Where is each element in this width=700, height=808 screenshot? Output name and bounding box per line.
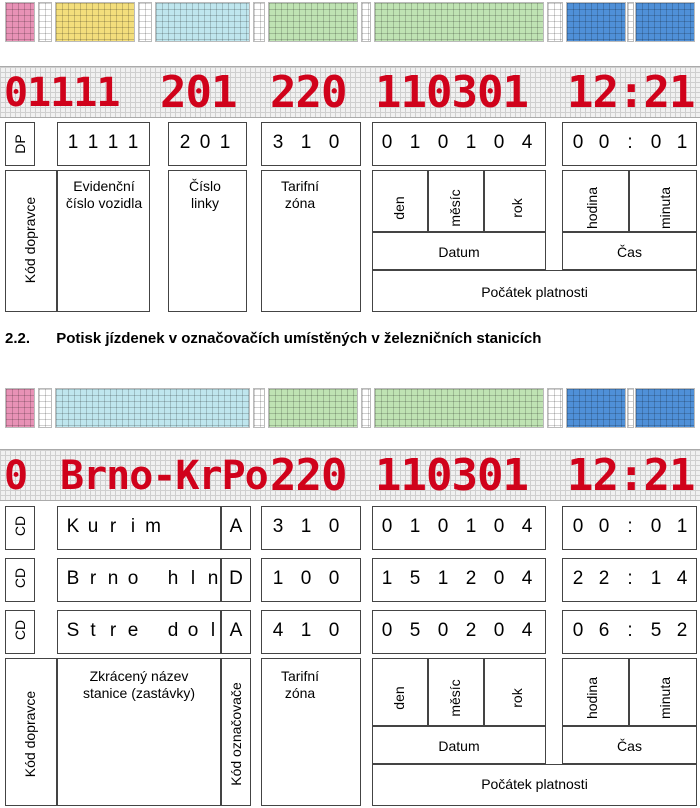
time-digit: 0 bbox=[650, 516, 662, 537]
segment-blue bbox=[635, 2, 695, 42]
digit: 1 bbox=[67, 132, 79, 153]
heading-text: Potisk jízdenek v označovačích umístěných v železničních stanicích bbox=[56, 330, 542, 347]
ticket-table-1 bbox=[5, 122, 697, 312]
minuta-label: minuta bbox=[657, 186, 673, 230]
station-char: r bbox=[89, 568, 97, 589]
digit: 0 bbox=[437, 132, 449, 153]
led-date: 110301 bbox=[375, 67, 528, 118]
pocatek-label: Počátek platnosti bbox=[481, 776, 588, 792]
date-digit: 2 bbox=[465, 568, 477, 589]
den-label: den bbox=[391, 686, 407, 710]
color-segment-bar-2 bbox=[0, 386, 700, 432]
time-digit: 4 bbox=[676, 568, 688, 589]
kod-oznacovace-label: Kód označovače bbox=[228, 682, 244, 786]
segment-pink bbox=[5, 2, 35, 42]
segment-blue bbox=[566, 388, 626, 428]
zone-digit: 0 bbox=[300, 568, 312, 589]
digit: 1 bbox=[409, 132, 421, 153]
date-digit: 0 bbox=[493, 516, 505, 537]
evidencni-label: Evidenční číslo vozidla bbox=[65, 178, 143, 211]
segment-white bbox=[547, 388, 563, 428]
rok-label: rok bbox=[509, 688, 525, 708]
station-char: B bbox=[66, 568, 80, 589]
time-digit: : bbox=[627, 516, 633, 537]
ticket-row bbox=[5, 506, 697, 550]
segment-white bbox=[253, 388, 265, 428]
station-char: n bbox=[207, 568, 219, 589]
digit: 1 bbox=[87, 132, 99, 153]
station-char: h bbox=[167, 568, 179, 589]
zone-digit: 4 bbox=[272, 620, 284, 641]
segment-blue bbox=[635, 388, 695, 428]
zone-digit: 1 bbox=[300, 620, 312, 641]
tarifni-zona-label: Tarifní zóna bbox=[280, 668, 320, 701]
date-digit: 2 bbox=[465, 620, 477, 641]
segment-white bbox=[547, 2, 563, 42]
led-station: Brno-KrPo bbox=[60, 453, 268, 499]
rok-label: rok bbox=[509, 198, 525, 218]
heading-number: 2.2. bbox=[5, 330, 31, 347]
station-char: n bbox=[107, 568, 119, 589]
station-char: r bbox=[109, 620, 117, 641]
zone-digit: 0 bbox=[328, 568, 340, 589]
led-zone: 220 bbox=[270, 450, 347, 501]
time-digit: 6 bbox=[598, 620, 610, 641]
segment-blue bbox=[566, 2, 626, 42]
station-code: A bbox=[229, 620, 243, 641]
date-digit: 4 bbox=[521, 568, 533, 589]
date-digit: 0 bbox=[493, 568, 505, 589]
led-operator: 0 bbox=[4, 453, 28, 499]
digit: 0 bbox=[381, 132, 393, 153]
ticket-row bbox=[5, 610, 697, 654]
date-digit: 1 bbox=[437, 568, 449, 589]
zone-digit: 1 bbox=[300, 516, 312, 537]
led-time: 12:21 bbox=[567, 450, 695, 501]
hodina-label: hodina bbox=[584, 676, 600, 720]
datum-label: Datum bbox=[438, 244, 480, 260]
dp-label: DP bbox=[12, 134, 28, 154]
segment-white bbox=[627, 388, 634, 428]
date-digit: 1 bbox=[465, 516, 477, 537]
time-digit: : bbox=[627, 620, 633, 641]
segment-white bbox=[38, 388, 52, 428]
date-digit: 5 bbox=[409, 568, 421, 589]
ticket-row bbox=[5, 558, 697, 602]
station-char: l bbox=[210, 620, 216, 641]
time-digit: 2 bbox=[676, 620, 688, 641]
cislo-linky-label: Číslo linky bbox=[189, 178, 221, 211]
station-char: r bbox=[109, 516, 117, 537]
color-segment-bar-1 bbox=[0, 0, 700, 46]
led-display-2 bbox=[0, 449, 700, 501]
digit: 0 bbox=[328, 132, 340, 153]
station-char: m bbox=[145, 516, 161, 537]
segment-green bbox=[268, 2, 358, 42]
kod-dopravce-label: Kód dopravce bbox=[22, 690, 38, 778]
minuta-label: minuta bbox=[657, 676, 673, 720]
station-char: S bbox=[66, 620, 80, 641]
cd-label: CD bbox=[12, 567, 28, 589]
den-label: den bbox=[391, 196, 407, 220]
segment-yellow bbox=[55, 2, 135, 42]
segment-green bbox=[268, 388, 358, 428]
digit: 4 bbox=[521, 132, 533, 153]
mesic-label: měsíc bbox=[447, 189, 463, 227]
segment-white bbox=[361, 388, 371, 428]
kod-dopravce-label: Kód dopravce bbox=[22, 196, 38, 284]
time-digit: 1 bbox=[650, 568, 662, 589]
segment-cyan bbox=[55, 388, 250, 428]
date-digit: 5 bbox=[409, 620, 421, 641]
station-code: D bbox=[229, 568, 243, 589]
segment-white bbox=[253, 2, 265, 42]
date-digit: 4 bbox=[521, 620, 533, 641]
segment-pink bbox=[5, 388, 35, 428]
segment-white bbox=[38, 2, 52, 42]
date-digit: 0 bbox=[381, 620, 393, 641]
cd-label: CD bbox=[12, 515, 28, 537]
zone-digit: 1 bbox=[272, 568, 284, 589]
station-char: o bbox=[127, 568, 139, 589]
time-digit: 0 bbox=[572, 516, 584, 537]
station-char: d bbox=[167, 620, 179, 641]
tarifni-zona-label: Tarifní zóna bbox=[280, 178, 320, 211]
digit: 1 bbox=[127, 132, 139, 153]
digit: 0 bbox=[598, 132, 610, 153]
digit: 3 bbox=[272, 132, 284, 153]
mesic-label: měsíc bbox=[447, 679, 463, 717]
digit: 1 bbox=[219, 132, 231, 153]
station-char: e bbox=[127, 620, 139, 641]
time-digit: 0 bbox=[572, 620, 584, 641]
datum-label: Datum bbox=[438, 738, 480, 754]
digit: 1 bbox=[107, 132, 119, 153]
segment-green bbox=[374, 2, 544, 42]
station-char: u bbox=[87, 516, 99, 537]
led-time: 12:21 bbox=[567, 67, 695, 118]
digit: 0 bbox=[493, 132, 505, 153]
digit: 1 bbox=[300, 132, 312, 153]
led-date: 110301 bbox=[375, 450, 528, 501]
cas-label: Čas bbox=[617, 738, 642, 754]
date-digit: 1 bbox=[409, 516, 421, 537]
segment-green bbox=[374, 388, 544, 428]
time-digit: 2 bbox=[598, 568, 610, 589]
led-operator: 01111 bbox=[4, 70, 120, 116]
time-digit: : bbox=[627, 568, 633, 589]
cd-label: CD bbox=[12, 619, 28, 641]
station-char: l bbox=[190, 568, 196, 589]
zone-digit: 0 bbox=[328, 516, 340, 537]
cas-label: Čas bbox=[617, 244, 642, 260]
ticket-labels-2 bbox=[5, 658, 697, 806]
date-digit: 0 bbox=[437, 620, 449, 641]
digit: 1 bbox=[465, 132, 477, 153]
date-digit: 0 bbox=[381, 516, 393, 537]
pocatek-label: Počátek platnosti bbox=[481, 284, 588, 300]
zkraceny-label: Zkrácený název stanice (zastávky) bbox=[82, 668, 196, 701]
digit: 0 bbox=[572, 132, 584, 153]
section-heading bbox=[5, 330, 541, 347]
digit: 2 bbox=[179, 132, 191, 153]
ticket-rows-2 bbox=[5, 506, 697, 656]
date-digit: 4 bbox=[521, 516, 533, 537]
station-char: t bbox=[90, 620, 96, 641]
digit: 0 bbox=[650, 132, 662, 153]
led-line: 201 bbox=[160, 67, 237, 118]
digit: 1 bbox=[676, 132, 688, 153]
segment-white bbox=[138, 2, 152, 42]
date-digit: 1 bbox=[381, 568, 393, 589]
colon: : bbox=[627, 132, 633, 153]
led-display-1 bbox=[0, 66, 700, 118]
station-code: A bbox=[229, 516, 243, 537]
hodina-label: hodina bbox=[584, 186, 600, 230]
time-digit: 1 bbox=[676, 516, 688, 537]
segment-cyan bbox=[155, 2, 250, 42]
date-digit: 0 bbox=[437, 516, 449, 537]
station-char: K bbox=[66, 516, 80, 537]
segment-white bbox=[627, 2, 634, 42]
date-digit: 0 bbox=[493, 620, 505, 641]
zone-digit: 0 bbox=[328, 620, 340, 641]
time-digit: 0 bbox=[598, 516, 610, 537]
time-digit: 2 bbox=[572, 568, 584, 589]
segment-white bbox=[361, 2, 371, 42]
station-char: o bbox=[187, 620, 199, 641]
led-zone: 220 bbox=[270, 67, 347, 118]
digit: 0 bbox=[199, 132, 211, 153]
zone-digit: 3 bbox=[272, 516, 284, 537]
time-digit: 5 bbox=[650, 620, 662, 641]
station-char: i bbox=[130, 516, 136, 537]
